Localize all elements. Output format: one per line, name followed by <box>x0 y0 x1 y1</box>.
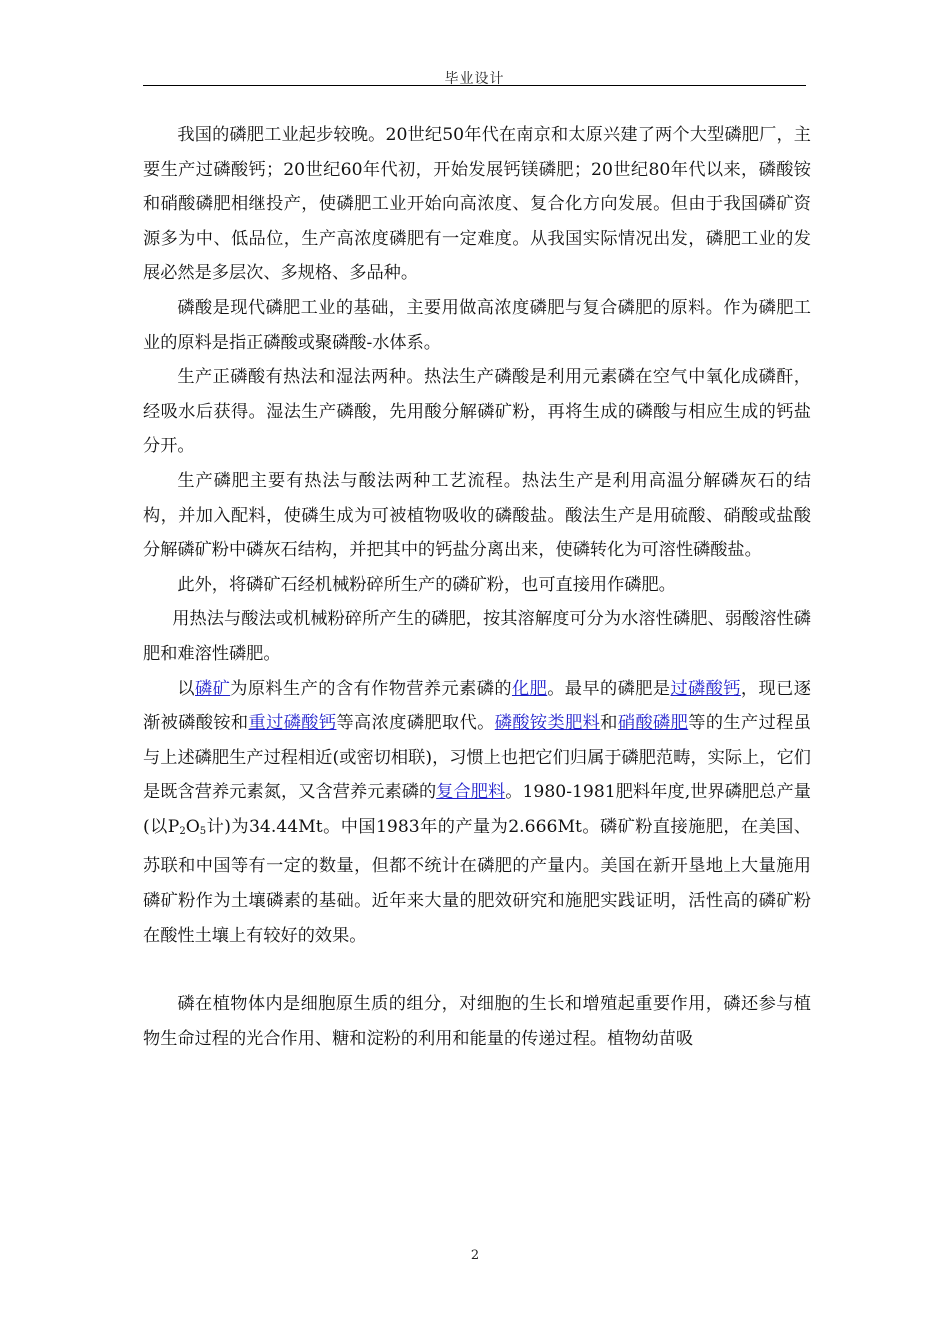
link-triple-superphosphate[interactable]: 重过磷酸钙 <box>248 713 337 734</box>
link-compound-fertilizer[interactable]: 复合肥料 <box>436 782 506 803</box>
paragraph-7-text: 以 <box>177 678 195 699</box>
paragraph-7-text: O <box>185 816 200 837</box>
link-phosphate-rock[interactable]: 磷矿 <box>195 678 231 699</box>
page-number: 2 <box>470 1248 480 1263</box>
link-nitrophosphate[interactable]: 硝酸磷肥 <box>617 713 689 734</box>
document-body <box>143 118 811 1056</box>
subscript-2: 2 <box>179 825 186 837</box>
paragraph-3: 生产正磷酸有热法和湿法两种。热法生产磷酸是利用元素磷在空气中氧化成磷酐，经吸水后获得。湿法生产磷酸，先用酸分解磷矿粉，再将生成的磷酸与相应生成的钙盐分开。 <box>143 367 811 457</box>
paragraph-7-text: 。最早的磷肥是 <box>547 678 671 699</box>
paragraph-7-text: 。1980-1981肥料年度,世界磷肥总产量(以P <box>143 782 811 837</box>
subscript-5: 5 <box>199 825 207 837</box>
paragraph-7-text: 计)为34.44Mt。中国1983年的产量为2.666Mt。磷矿粉直接施肥，在美国、苏联和中国等有一定的数量，但都不统计在磷肥的产量内。美国在新开垦地上大量施用磷矿粉作为土壤磷素的基础。近年来大量的肥效研究和施肥实践证明，活性高的磷矿粉在酸性土壤上有较好的效果。 <box>143 816 811 946</box>
paragraph-4: 生产磷肥主要有热法与酸法两种工艺流程。热法生产是利用高温分解磷灰石的结构，并加入配料，使磷生成为可被植物吸收的磷酸盐。酸法生产是用硫酸、硝酸或盐酸分解磷矿粉中磷灰石结构，并把其中的钙盐分离出来，使磷转化为可溶性磷酸盐。 <box>143 470 811 561</box>
paragraph-7-text: 为原料生产的含有作物营养元素磷的 <box>230 678 512 699</box>
paragraph-5: 此外，将磷矿石经机械粉碎所生产的磷矿粉，也可直接用作磷肥。 <box>177 574 676 595</box>
link-superphosphate[interactable]: 过磷酸钙 <box>670 678 741 699</box>
paragraph-6: 用热法与酸法或机械粉碎所产生的磷肥，按其溶解度可分为水溶性磷肥、弱酸溶性磷肥和难溶性磷肥。 <box>143 609 811 664</box>
header-divider <box>143 85 806 86</box>
paragraph-7-text: 等的生产过程虽与上述磷肥生产过程相近(或密切相联)，习惯上也把它们归属于磷肥范畴，实际上，它们是既含营养元素氮，又含营养元素磷的 <box>143 713 811 803</box>
link-ammonium-phosphate[interactable]: 磷酸铵类肥料 <box>494 713 601 734</box>
paragraph-2: 磷酸是现代磷肥工业的基础，主要用做高浓度磷肥与复合磷肥的原料。作为磷肥工业的原料是指正磷酸或聚磷酸-水体系。 <box>143 297 811 353</box>
link-fertilizer[interactable]: 化肥 <box>511 678 548 699</box>
paragraph-7-text: ，现已逐渐被磷酸铵和 <box>143 678 811 734</box>
paragraph-1: 我国的磷肥工业起步较晚。20世纪50年代在南京和太原兴建了两个大型磷肥厂，主要生产过磷酸钙；20世纪60年代初，开始发展钙镁磷肥；20世纪80年代以来，磷酸铵和硝酸磷肥相继投产，使磷肥工业开始向高浓度、复合化方向发展。但由于我国磷矿资源多为中、低品位，生产高浓度磷肥有一定难度。从我国实际情况出发，磷肥工业的发展必然是多层次、多规格、多品种。 <box>143 125 811 284</box>
paragraph-7 <box>143 672 811 954</box>
paragraph-8: 磷在植物体内是细胞原生质的组分，对细胞的生长和增殖起重要作用，磷还参与植物生命过程的光合作用、糖和淀粉的利用和能量的传递过程。植物幼苗吸 <box>143 994 811 1049</box>
paragraph-7-text: 和 <box>600 713 618 734</box>
paragraph-7-text: 等高浓度磷肥取代。 <box>336 713 495 734</box>
page-header-title: 毕业设计 <box>444 71 505 87</box>
